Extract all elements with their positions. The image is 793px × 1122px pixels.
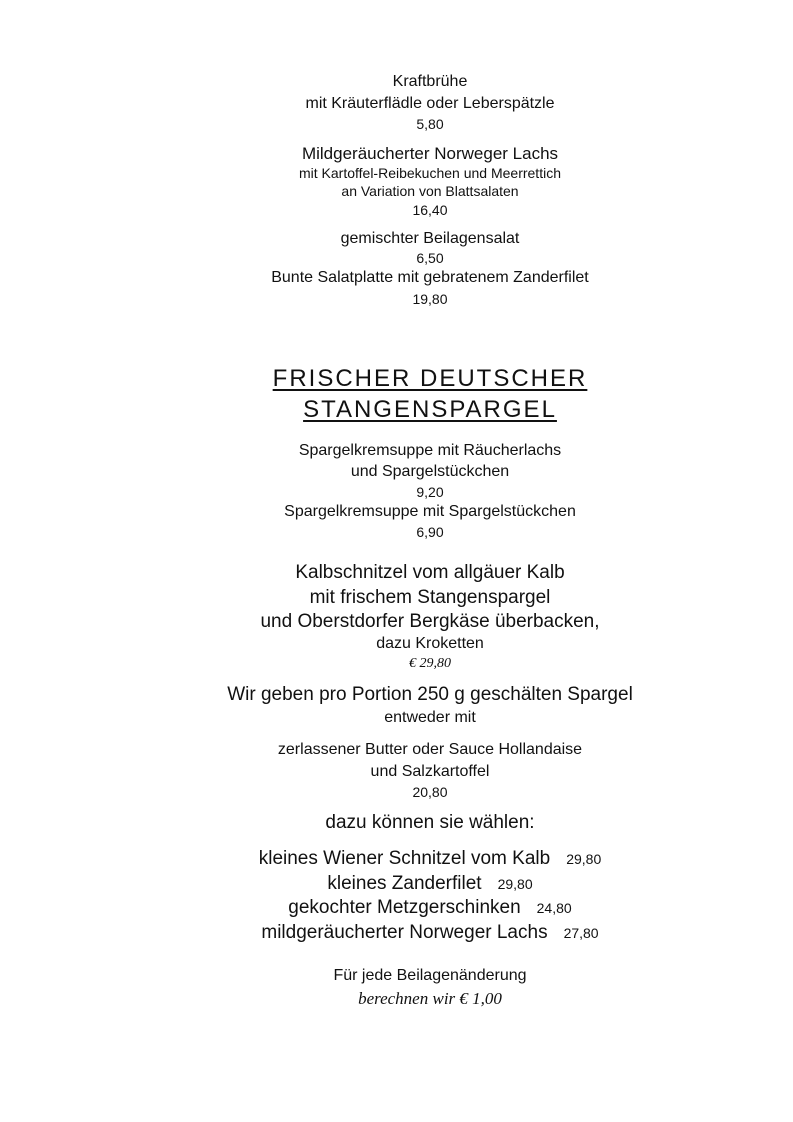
dish-price: 16,40 (412, 202, 448, 218)
dish-name: Kraftbrühe (392, 73, 468, 90)
option-item (0, 874, 793, 893)
dish-name: und Oberstdorfer Bergkäse überbacken, (260, 611, 600, 632)
section-subheading: dazu können sie wählen: (325, 812, 535, 833)
dish-description: entweder mit (384, 709, 476, 726)
section-heading: STANGENSPARGEL (303, 396, 557, 423)
dish-name: Spargelkremsuppe mit Spargelstückchen (284, 503, 576, 520)
footer-note: berechnen wir € 1,00 (358, 989, 502, 1008)
dish-name: Spargelkremsuppe mit Räucherlachs (298, 442, 562, 459)
dish-name: gemischter Beilagensalat (340, 230, 520, 247)
dish-description: mit Kräuterflädle oder Leberspätzle (305, 95, 555, 112)
dish-name: Bunte Salatplatte mit gebratenem Zanderfilet (271, 269, 589, 286)
dish-price: 5,80 (416, 116, 444, 132)
option-item (0, 898, 793, 917)
option-price: 24,80 (536, 900, 572, 916)
dish-price: 20,80 (412, 784, 448, 800)
option-price: 29,80 (497, 876, 533, 892)
dish-description: dazu Kroketten (376, 635, 484, 652)
dish-name: Mildgeräucherter Norweger Lachs (301, 144, 559, 163)
dish-price: 9,20 (416, 484, 444, 500)
dish-description: an Variation von Blattsalaten (341, 183, 519, 199)
dish-description: mit Kartoffel-Reibekuchen und Meerrettich (299, 165, 561, 181)
section-heading: FRISCHER DEUTSCHER (272, 365, 588, 392)
dish-description: und Salzkartoffel (370, 763, 490, 780)
option-price: 27,80 (563, 925, 599, 941)
dish-name: mit frischem Stangenspargel (309, 587, 551, 608)
dish-name: Kalbschnitzel vom allgäuer Kalb (295, 562, 565, 583)
dish-price: 6,50 (416, 250, 444, 266)
section-subheading: Wir geben pro Portion 250 g geschälten Spargel (227, 684, 633, 705)
option-name: kleines Zanderfilet (327, 873, 482, 894)
dish-name: und Spargelstückchen (350, 463, 510, 480)
option-name: kleines Wiener Schnitzel vom Kalb (258, 848, 551, 869)
dish-description: zerlassener Butter oder Sauce Hollandaise (277, 741, 583, 758)
dish-price: 6,90 (416, 524, 444, 540)
option-price: 29,80 (566, 851, 602, 867)
option-item (0, 923, 793, 942)
option-name: gekochter Metzgerschinken (288, 897, 521, 918)
option-name: mildgeräucherter Norweger Lachs (261, 922, 548, 943)
footer-note: Für jede Beilagenänderung (333, 967, 527, 984)
dish-price: € 29,80 (409, 656, 451, 671)
option-item (0, 849, 793, 868)
dish-price: 19,80 (412, 291, 448, 307)
